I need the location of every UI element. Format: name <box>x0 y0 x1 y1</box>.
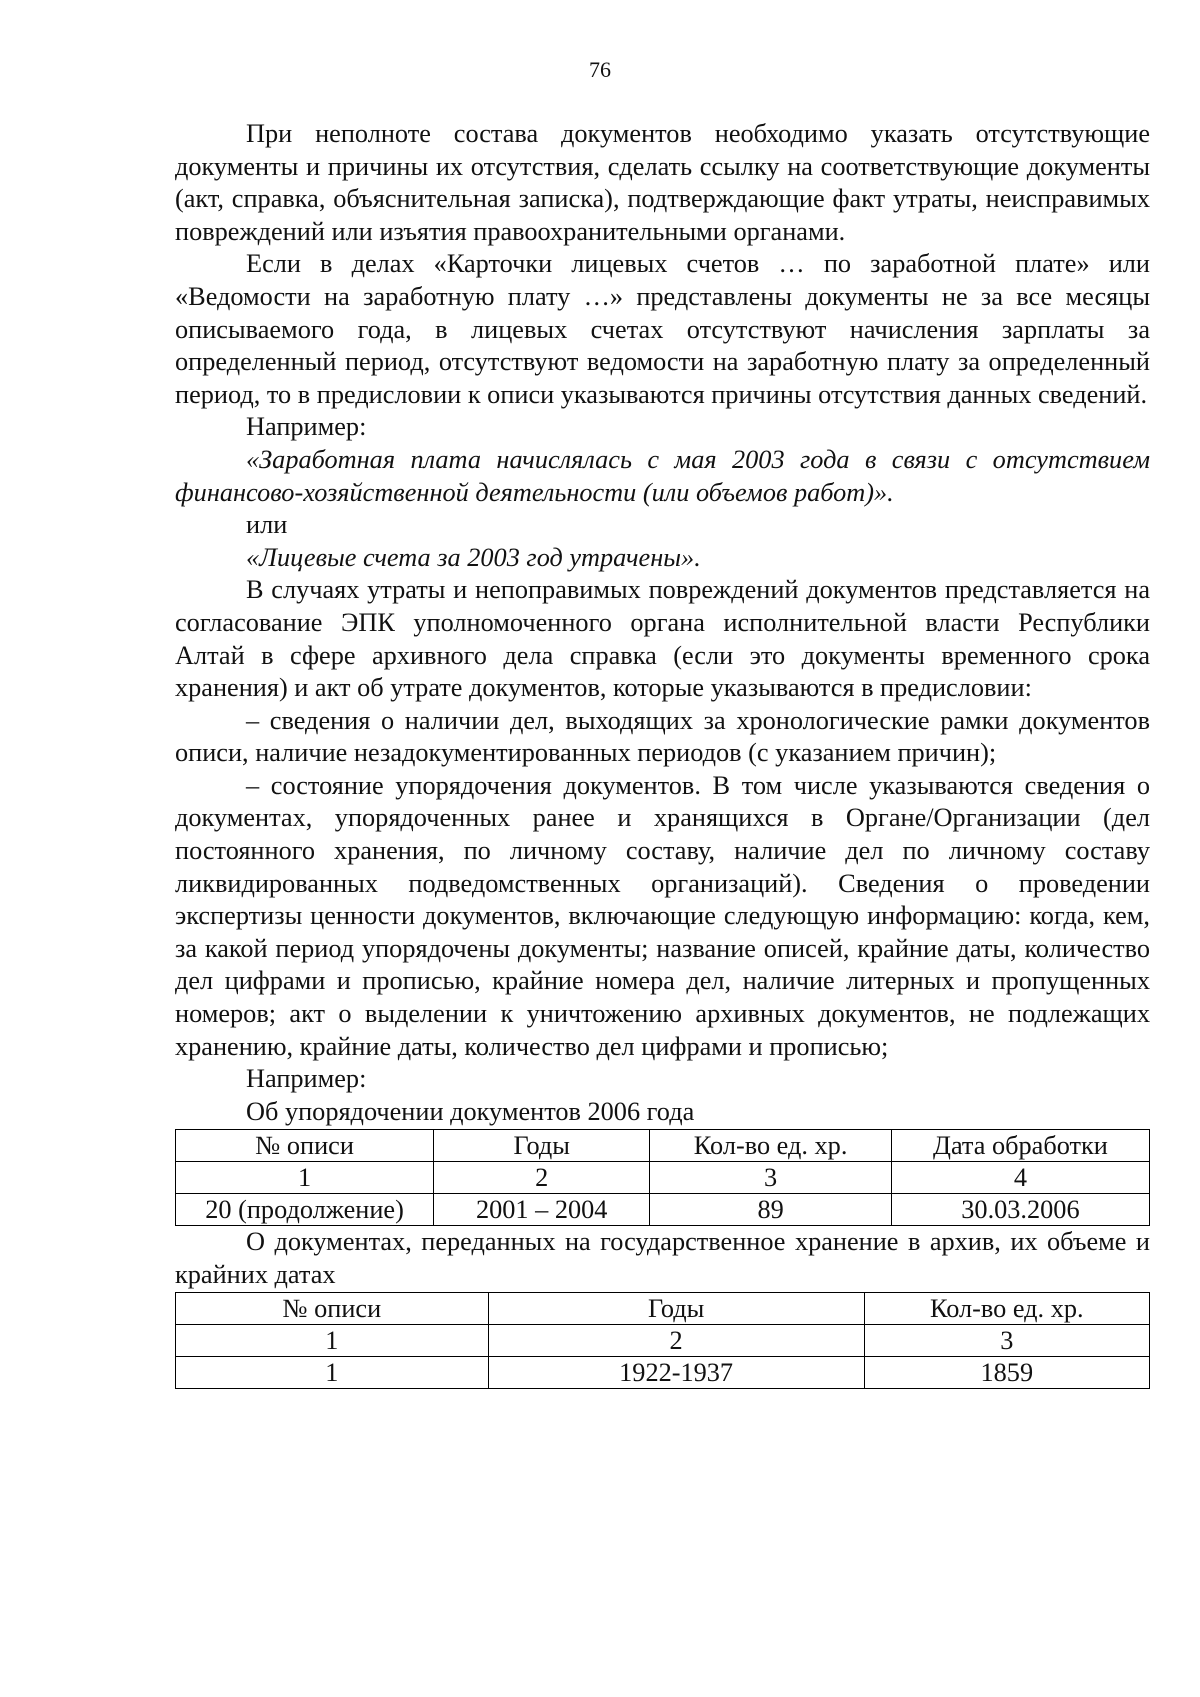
table2-cell: 2 <box>488 1324 864 1356</box>
table2-cell: 1 <box>176 1356 489 1388</box>
ordering-table <box>175 1129 1150 1226</box>
table2-header-cell: Кол-во ед. хр. <box>864 1292 1149 1324</box>
table1-cell: 30.03.2006 <box>891 1194 1149 1226</box>
table1-header-row <box>176 1130 1150 1162</box>
table2-header-cell: Годы <box>488 1292 864 1324</box>
table1-row <box>176 1162 1150 1194</box>
table1-header-cell: Дата обработки <box>891 1130 1149 1162</box>
paragraph-loss-cases: В случаях утраты и непоправимых повреждений документов представляется на согласование ЭПК уполномоченного органа исполнительной власти Республики Алтай в сфере архивного дела справка (если это документы временного срока хранения) и акт об утрате документов, которые указываются в предисловии: <box>175 575 1150 703</box>
page-number: 76 <box>589 57 611 82</box>
table1-cell: 4 <box>891 1162 1149 1194</box>
paragraph-bullet-ordering: – состояние упорядочения документов. В том числе указываются сведения о документах, упорядоченных ранее и хранящихся в Органе/Организации (дел постоянного хранения, по личному составу, наличие дел по личному составу ликвидированных подведомственных организаций). Сведения о проведении экспертизы ценности документов, включающие следующую информацию: когда, кем, за какой период упорядочены документы; название описей, крайние даты, количество дел цифрами и прописью, крайние номера дел, наличие литерных и пропущенных номеров; акт о выделении к уничтожению архивных документов, не подлежащих хранению, крайние даты, количество дел цифрами и прописью; <box>175 770 1150 1061</box>
paragraph-bullet-chronology: – сведения о наличии дел, выходящих за хронологические рамки документов описи, наличие незадокументированных периодов (с указанием причин); <box>175 705 1150 768</box>
table1-header-cell: Годы <box>434 1130 650 1162</box>
table1-cell: 1 <box>176 1162 434 1194</box>
table1-header-cell: № описи <box>176 1130 434 1162</box>
table1-wrapper <box>175 1129 1150 1226</box>
paragraph-incomplete-docs: При неполноте состава документов необходимо указать отсутствующие документы и причины их отсутствия, сделать ссылку на соответствующие документы (акт, справка, объяснительная записка), подтверждающие факт утраты, неисправимых повреждений или изъятия правоохранительными органами. <box>175 119 1150 246</box>
table1-caption: Об упорядочении документов 2006 года <box>246 1096 695 1126</box>
table2-cell: 1 <box>176 1324 489 1356</box>
paragraph-or: или <box>246 510 288 540</box>
paragraph-example-accounts-lost: «Лицевые счета за 2003 год утрачены». <box>246 542 701 572</box>
table2-row <box>176 1324 1150 1356</box>
table1-row <box>176 1194 1150 1226</box>
table1-cell: 3 <box>650 1162 892 1194</box>
table1-header-cell: Кол-во ед. хр. <box>650 1130 892 1162</box>
paragraph-example-label-2: Например: <box>246 1064 367 1094</box>
table1-cell: 89 <box>650 1194 892 1226</box>
document-body <box>175 118 1150 1389</box>
transfer-table <box>175 1292 1150 1389</box>
table2-header-cell: № описи <box>176 1292 489 1324</box>
table1-cell: 2001 – 2004 <box>434 1194 650 1226</box>
table2-row <box>176 1356 1150 1388</box>
table2-cell: 1859 <box>864 1356 1149 1388</box>
paragraph-salary-cards: Если в делах «Карточки лицевых счетов … по заработной плате» или «Ведомости на заработную плату …» представлены документы не за все месяцы описываемого года, в лицевых счетах отсутствуют начисления зарплаты за определенный период, отсутствуют ведомости на заработную плату за определенный период, то в предисловии к описи указываются причины отсутствия данных сведений. <box>175 249 1150 409</box>
table1-cell: 2 <box>434 1162 650 1194</box>
paragraph-example-label: Например: <box>246 412 367 442</box>
table2-caption: О документах, переданных на государственное хранение в архив, их объеме и крайних датах <box>175 1227 1150 1289</box>
paragraph-example-salary: «Заработная плата начислялась с мая 2003 года в связи с отсутствием финансово-хозяйственной деятельности (или объемов работ)». <box>175 444 1150 507</box>
table1-cell: 20 (продолжение) <box>176 1194 434 1226</box>
table2-cell: 1922-1937 <box>488 1356 864 1388</box>
table2-header-row <box>176 1292 1150 1324</box>
table2-cell: 3 <box>864 1324 1149 1356</box>
